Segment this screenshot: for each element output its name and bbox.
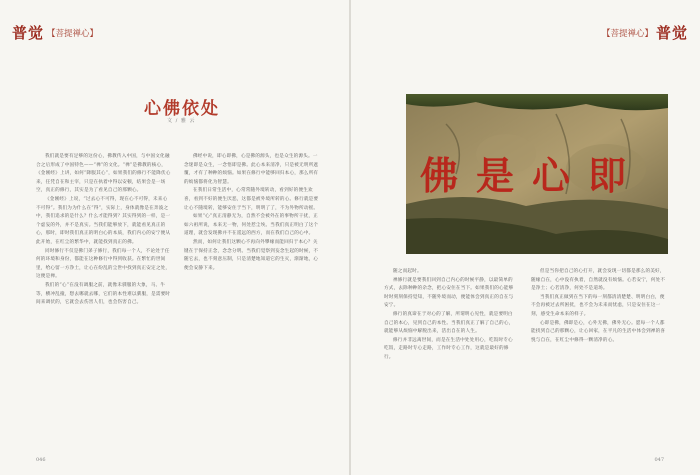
left-page (0, 0, 349, 475)
inscription-text: 佛是心即 (420, 153, 645, 198)
brand-logo: 普觉 (12, 24, 45, 42)
article-title: 心佛依处 (144, 99, 220, 119)
text-column-2 (184, 153, 320, 448)
paragraph: 禅修行就是要我们回到自己内心的时候平静，以最简单的方式，去除种种的杂念，把心安住在当下。如果我们的心能够时时刻刻保持觉知，不随外境而动，便能体会到真正的自在与安宁。 (384, 277, 514, 309)
paragraph: 当我们真正做到在当下的每一刻都清清楚楚、明明白白，便不会再被过去所困扰，也不会为未来而忧虑，只是安住在这一刻，感受生命本来的样子。 (531, 294, 665, 317)
paragraph: 佛经中说，即心即佛，心是佛的源头，也是众生的源头。一念迷即是众生，一念悟即是佛。此心本来清净，只是被无明所遮覆，才有了种种的烦恼。如果在修行中能够回归本心，那么所有的烦恼都将化为智慧。 (184, 154, 319, 185)
text-column-1 (36, 153, 172, 448)
paragraph: 修行并非远离世间，而是在生活中处处用心，吃饭时专心吃饭，走路时专心走路，工作时专心工作，这就是最好的修行。 (384, 337, 513, 360)
paragraph: 修行的真谛在于对心的了解，所谓明心见性，就是要明白自己的本心，见到自己的本性。当我们真正了解了自己的心，就能够从烦恼中解脱出来，活出自在的人生。 (384, 311, 514, 335)
paragraph: 在我们日常生活中，心常常随外境转动，看到好的便生欢喜，看到不好的便生厌恶，这都是被外境所转的心。修行就是要让心不随境转，能够安住于当下，明明了了，不为外物所动摇。 (184, 188, 319, 211)
paragraph: 如果“心”真正清静无为，自然不会被外在的事物所干扰，正如六祖所说，本来无一物，何处惹尘埃。当我们真正明白了这个道理，就会发现佛并不在遥远的西方，而在我们自己的心中。 (184, 214, 319, 237)
paragraph: 然而，如何让我们这颗心不再向外攀缘而能回归于本心？关键在于保持正念，念念分明。当我们觉察到妄念生起的时候，不随它去，也不刻意压制，只是清楚地知道它的生灭，渐渐地，心便会安静下来。 (184, 239, 319, 271)
paragraph: 同时修行不仅是佛门弟子修行，我们每一个人，不论处于任何的环境和身份，都能在这种修行中得到收获。在繁忙的世间里，给心留一方净土，让心在纷乱的尘世中找到真正安定之处，这便是禅。 (36, 248, 171, 280)
rock-photo-image (406, 94, 668, 254)
paragraph: 但是当你把自己的心打开，就会发现一切都是那么的美好，随缘自在，心中没有执着，自然就没有烦恼。心若安宁，何处不是净土；心若清净，何处不是道场。 (531, 269, 666, 292)
page-number-left: 046 (36, 457, 46, 463)
rock-inscription-photo (406, 94, 668, 254)
text-column-4 (531, 268, 666, 448)
brand-logo: 普觉 (655, 24, 688, 42)
section-tag: 【菩提禅心】 (601, 28, 653, 39)
right-page (351, 0, 700, 475)
article-byline: 文 / 雅 云 (167, 118, 196, 124)
brand-header-left (12, 22, 98, 43)
paragraph: 《金刚经》上说，“过去心不可得，现在心不可得，未来心不可得”。我们为为什么在“得”，实际上，身体就像是在奔波之中，我们追求的是什么？什么才能得到？其实得到的一样，是一个虚妄的外，并不是真实。当我们能够放下，就能看见真正的心，那时，即时我们真正的明白心的本质，我们内心的安宁便从此开始，在红尘的繁华中，就能找到真正的佛。 (36, 196, 171, 245)
brand-header-right (602, 22, 688, 43)
page-number-right: 047 (654, 457, 664, 463)
text-column-3 (384, 268, 514, 448)
paragraph: 我们就是要有足够的这份心，佛教传入中国，与中国文化融合之后形成了中国特色——“禅”的文化。“禅”是佛教的核心，《金刚经》上讲，如何“降服其心”，如果我们的修行不能降伏心来，任凭自在和主宰，只是在执着中得以安顿，结果会是一场空，真正的修行，其实是为了看见自己的那颗心。 (36, 154, 171, 194)
paragraph: 随之而起时。 (393, 269, 422, 274)
section-tag: 【菩提禅心】 (47, 28, 99, 39)
paragraph: 心即是佛，佛即是心，心外无佛，佛外无心。愿每一个人都能找到自己的那颗心，让心回家，在平凡的生活中体会到禅的喜悦与自在，在红尘中修得一颗清净的心。 (531, 320, 666, 343)
paragraph: 我们的“心”在没有调服之前，就像未驯服的大象，马、牛等，横冲乱撞，想去哪就去哪，它们的本性难以驯服，是需要时间来调伏的，它就会去伤害人们，也会伤害自己。 (36, 282, 171, 306)
